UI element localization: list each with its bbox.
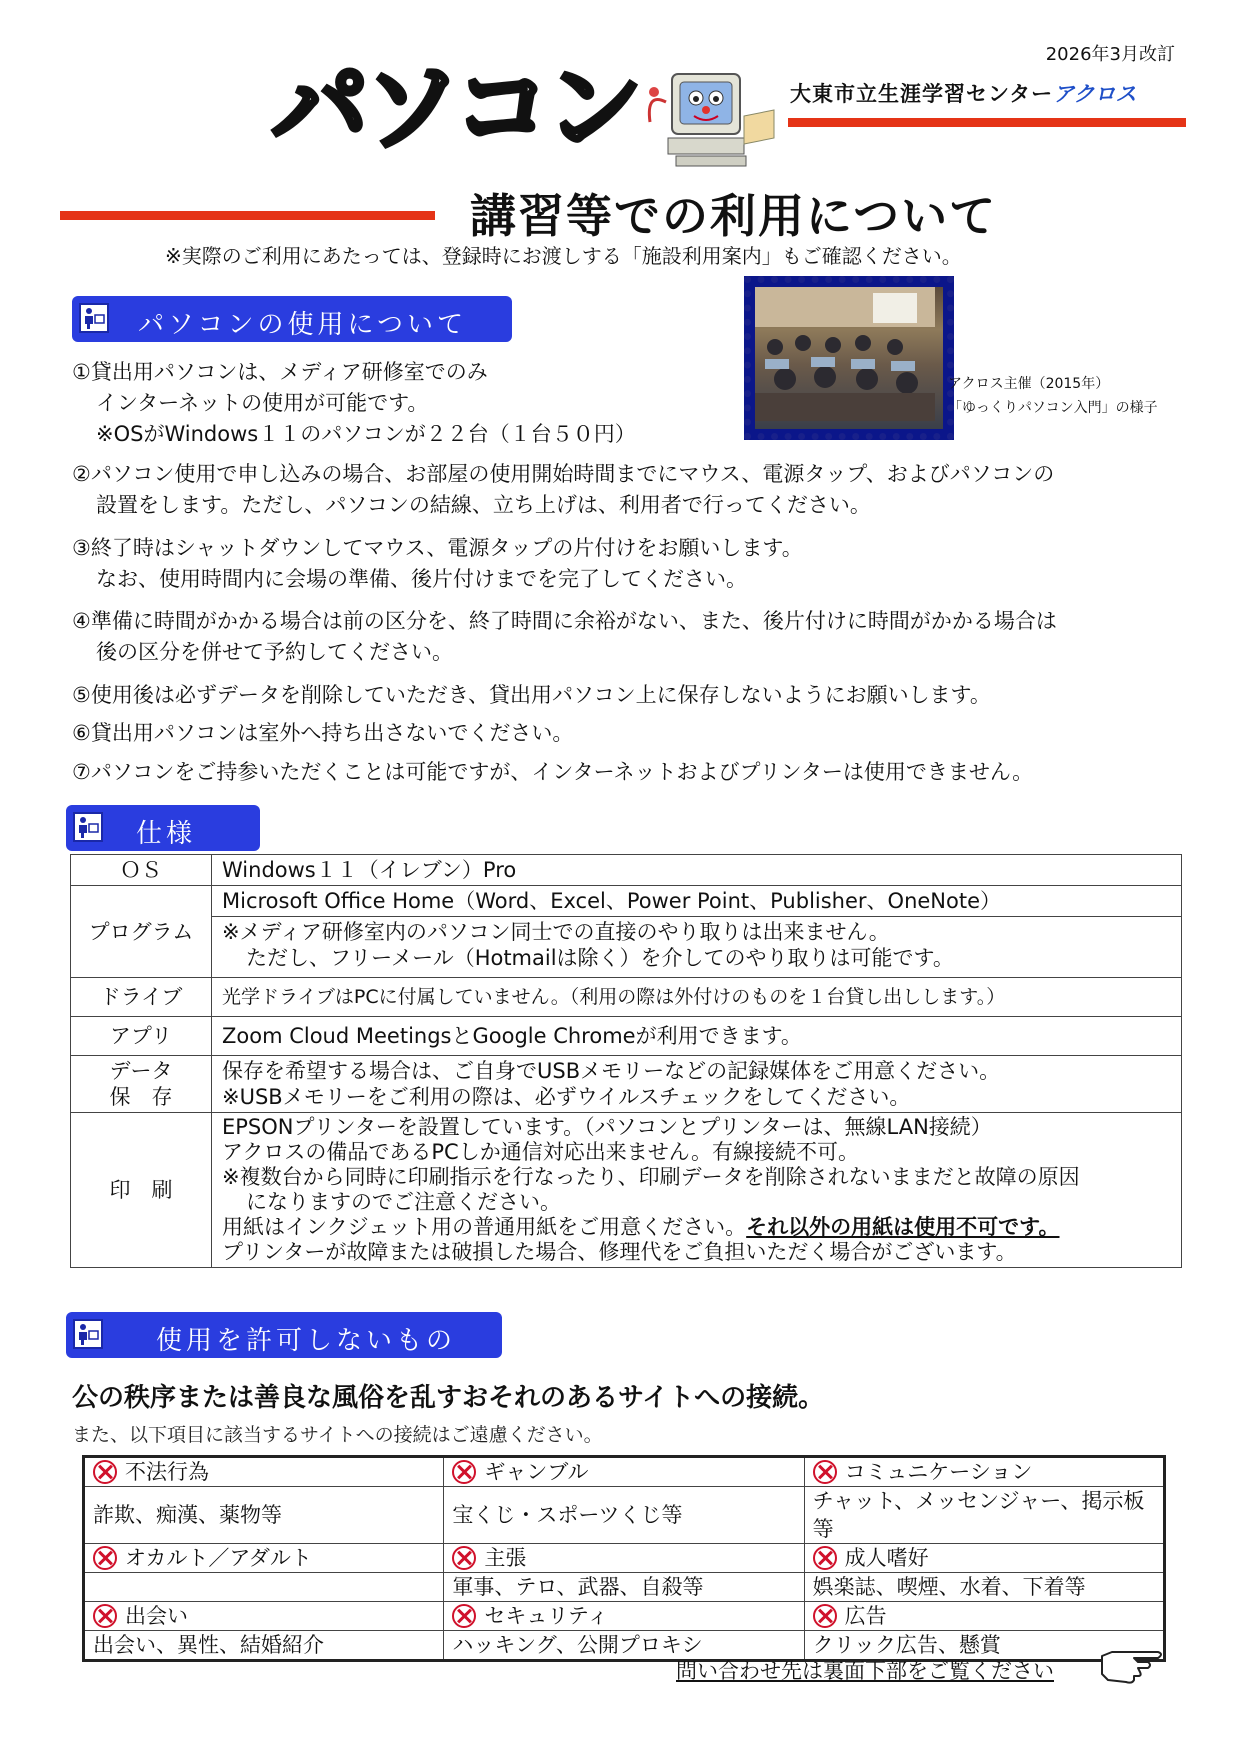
list-item: ②パソコン使用で申し込みの場合、お部屋の使用開始時間までにマウス、電源タップ、およびパソコンの 設置をします。ただし、パソコンの結線、立ち上げは、利用者で行ってください。	[72, 462, 1055, 517]
table-row	[71, 855, 1182, 886]
program-value: Microsoft Office Home（Word、Excel、Power Point、Publisher、OneNote）	[212, 886, 1182, 917]
prohibited-icon	[813, 1546, 837, 1570]
list-item: ⑥貸出用パソコンは室外へ持ち出さないでください。	[72, 721, 574, 745]
category-name: 広告	[804, 1602, 1164, 1631]
program-note: ※メディア研修室内のパソコン同士での直接のやり取りは出来ません。 ただし、フリーメール（Hotmailは除く）を介してのやり取りは可能です。	[212, 917, 1182, 978]
prohibited-categories-table	[82, 1455, 1166, 1662]
category-examples: 出会い、異性、結婚紹介	[84, 1631, 444, 1661]
prohibited-lead: 公の秩序または善良な風俗を乱すおそれのあるサイトへの接続。	[72, 1383, 825, 1413]
table-row	[84, 1602, 1165, 1631]
prohibited-icon	[813, 1604, 837, 1628]
photo-caption: アクロス主催（2015年） 「ゆっくりパソコン入門」の様子	[948, 376, 1158, 416]
table-row	[84, 1457, 1165, 1487]
prohibited-icon	[813, 1460, 837, 1484]
app-value: Zoom Cloud MeetingsとGoogle Chromeが利用できます。	[212, 1017, 1182, 1056]
header-rule-left	[60, 211, 435, 220]
section-title: パソコンの使用について	[138, 310, 467, 340]
table-row	[71, 886, 1182, 917]
page-title: パソコン	[272, 52, 639, 164]
category-name: 成人嗜好	[804, 1544, 1164, 1573]
table-row	[71, 978, 1182, 1017]
spec-table	[70, 854, 1182, 1268]
list-item: ①貸出用パソコンは、メディア研修室でのみ インターネットの使用が可能です。 ※OSがWindows１１のパソコンが２２台（１台５０円）	[72, 360, 636, 446]
category-examples: 軍事、テロ、武器、自殺等	[444, 1573, 804, 1602]
category-name: オカルト／アダルト	[84, 1544, 444, 1573]
header-rule-right	[788, 118, 1186, 127]
lecture-photo	[744, 276, 954, 440]
usage-guide-note: ※実際のご利用にあたっては、登録時にお渡しする「施設利用案内」もご確認ください。	[165, 244, 962, 268]
table-row	[84, 1544, 1165, 1573]
data-storage-label: データ 保 存	[71, 1056, 212, 1113]
prohibited-icon	[452, 1460, 476, 1484]
prohibited-icon	[93, 1604, 117, 1628]
category-name: 不法行為	[84, 1457, 444, 1487]
paper-warning: それ以外の用紙は使用不可です。	[746, 1215, 1060, 1239]
category-examples: クリック広告、懸賞	[804, 1631, 1164, 1661]
app-label: アプリ	[71, 1017, 212, 1056]
list-item: ④準備に時間がかかる場合は前の区分を、終了時間に余裕がない、また、後片付けに時間がかかる場合は 後の区分を併せて予約してください。	[72, 609, 1057, 664]
section-header-prohibited	[66, 1312, 502, 1358]
prohibited-sublead: また、以下項目に該当するサイトへの接続はご遠慮ください。	[72, 1424, 603, 1446]
contact-note: 問い合わせ先は裏面下部をご覧ください	[676, 1659, 1054, 1683]
organization-name: 大東市立生涯学習センターアクロス	[790, 82, 1137, 106]
os-value: Windows１１（イレブン）Pro	[212, 855, 1182, 886]
print-label: 印 刷	[71, 1113, 212, 1268]
table-row	[71, 1056, 1182, 1113]
os-label: ＯＳ	[71, 855, 212, 886]
category-examples: 宝くじ・スポーツくじ等	[444, 1487, 804, 1544]
table-row	[71, 1113, 1182, 1268]
category-examples	[84, 1573, 444, 1602]
category-name: 出会い	[84, 1602, 444, 1631]
table-row	[71, 1017, 1182, 1056]
pointing-hand-icon	[1098, 1642, 1166, 1686]
category-name: コミュニケーション	[804, 1457, 1164, 1487]
category-examples: ハッキング、公開プロキシ	[444, 1631, 804, 1661]
table-row	[71, 917, 1182, 978]
prohibited-icon	[452, 1546, 476, 1570]
brand-logo: アクロス	[1053, 82, 1137, 106]
pc-user-icon	[73, 812, 103, 842]
category-name: ギャンブル	[444, 1457, 804, 1487]
category-examples: 娯楽誌、喫煙、水着、下着等	[804, 1573, 1164, 1602]
prohibited-icon	[93, 1546, 117, 1570]
revision-date: 2026年3月改訂	[1045, 44, 1175, 65]
drive-label: ドライブ	[71, 978, 212, 1017]
section-header-pc-usage	[72, 296, 512, 342]
section-title: 仕様	[136, 819, 197, 849]
list-item: ⑤使用後は必ずデータを削除していただき、貸出用パソコン上に保存しないようにお願いします。	[72, 683, 991, 707]
list-item: ③終了時はシャットダウンしてマウス、電源タップの片付けをお願いします。 なお、使用時間内に会場の準備、後片付けまでを完了してください。	[72, 536, 803, 591]
drive-value: 光学ドライブはPCに付属していません。（利用の際は外付けのものを１台貸し出しします。）	[212, 978, 1182, 1017]
category-name: セキュリティ	[444, 1602, 804, 1631]
print-value: EPSONプリンターを設置しています。（パソコンとプリンターは、無線LAN接続） アクロスの備品であるPCしか通信対応出来ません。有線接続不可。 ※複数台から同時に印刷指示を行なったり、印刷データを削除されないままだと故障の原因 になりますのでご注意ください。 用紙はインクジェット用の普通用紙をご用意ください。それ以外の用紙は使用不可です。 プリンターが故障または破損した場合、修理代をご負担いただく場合がございます。	[212, 1113, 1182, 1268]
computer-mascot-icon	[640, 72, 780, 172]
table-row	[84, 1573, 1165, 1602]
pc-user-icon	[79, 303, 109, 333]
program-label: プログラム	[71, 886, 212, 978]
pc-user-icon	[73, 1319, 103, 1349]
page-subtitle: 講習等での利用について	[470, 189, 998, 243]
prohibited-icon	[452, 1604, 476, 1628]
category-examples: チャット、メッセンジャー、掲示板等	[804, 1487, 1164, 1544]
prohibited-icon	[93, 1460, 117, 1484]
section-header-specs	[66, 805, 260, 851]
data-storage-value: 保存を希望する場合は、ご自身でUSBメモリーなどの記録媒体をご用意ください。 ※USBメモリーをご利用の際は、必ずウイルスチェックをしてください。	[212, 1056, 1182, 1113]
list-item: ⑦パソコンをご持参いただくことは可能ですが、インターネットおよびプリンターは使用できません。	[72, 760, 1034, 784]
section-title: 使用を許可しないもの	[156, 1326, 457, 1356]
category-name: 主張	[444, 1544, 804, 1573]
table-row	[84, 1487, 1165, 1544]
category-examples: 詐欺、痴漢、薬物等	[84, 1487, 444, 1544]
